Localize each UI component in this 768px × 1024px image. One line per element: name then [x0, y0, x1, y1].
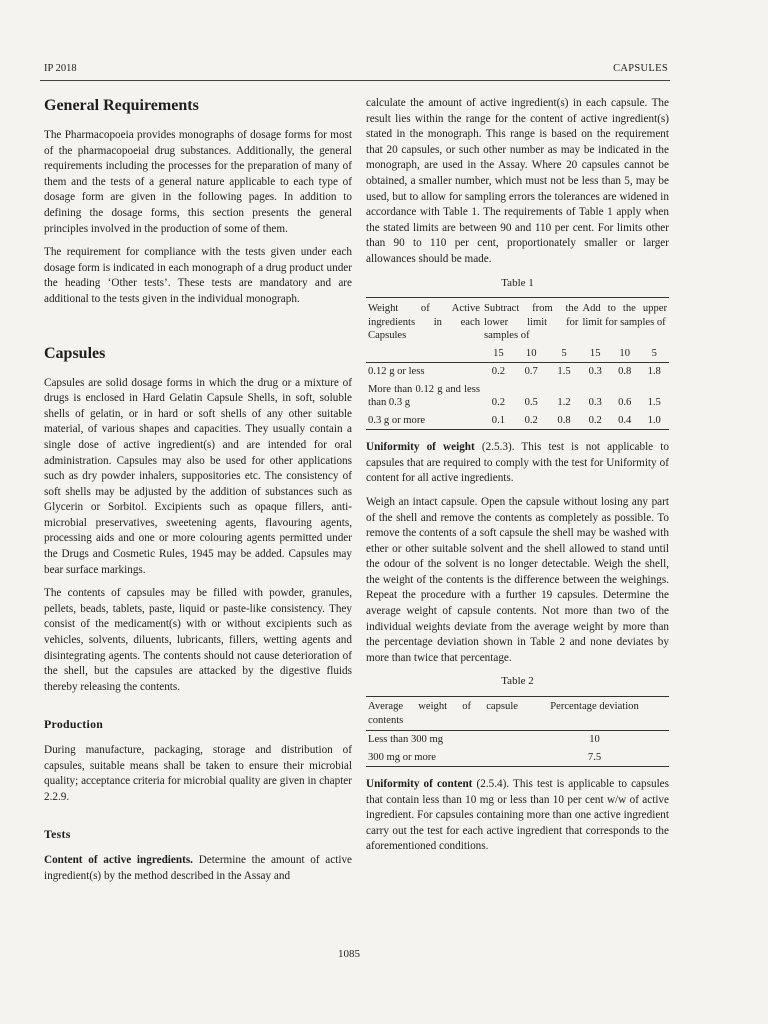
table2-cell: 7.5 [520, 749, 669, 767]
table1-row-label: More than 0.12 g and less than 0.3 g [368, 383, 480, 409]
spacer [44, 813, 352, 827]
page-number: 1085 [338, 948, 360, 960]
table1-sample-count: 15 [482, 345, 515, 363]
table1-cell: 0.1 [482, 412, 515, 430]
general-paragraph-2: The requirement for compliance with the tests given under each dosage form is indicated in each monograph of a drug product under the heading ‘Other tests’. These tests are mandatory and are additional to the tests given in the individual monograph. [44, 246, 352, 305]
general-requirements-heading: General Requirements [44, 97, 199, 114]
general-paragraph-1: The Pharmacopoeia provides monographs of dosage forms for most of the pharmacopoeial drug substances. Additionally, the general requirements including the processes for the preparation of many of them and the tests of a general nature applicable to each type of dosage form are given in the following pages. In addition to defining the dosage forms, this section presents the general principles involved in the production of some of them. [44, 129, 352, 235]
content-of-active-ingredients-paragraph [44, 853, 352, 884]
table1-cell: 1.5 [647, 397, 661, 409]
table1-cell: 0.7 [524, 366, 538, 378]
table2-cell: 10 [589, 734, 600, 746]
table1-cell: 0.2 [491, 397, 506, 409]
table-row [366, 412, 669, 430]
spacer [44, 703, 352, 717]
table-row [366, 749, 669, 767]
table1-cell: 0.8 [618, 366, 632, 378]
left-column [44, 96, 352, 892]
table1-cell: 1.8 [647, 366, 661, 378]
table1 [366, 297, 669, 430]
table1-cell: 0.8 [548, 412, 581, 430]
capsules-paragraph-2: The contents of capsules may be filled with powder, granules, pellets, beads, tablets, paste, liquid or paste-like consistency. They consist of the medicament(s) with or without excipients such as vehicles, solvents, diluents, lubricants, fillers, wetting agents and disintegrating agents. The contents should not cause deterioration of the shell, but the capsules are attacked by the digestive fluids thereby releasing the contents. [44, 587, 352, 693]
header-rule [40, 80, 670, 81]
table1-row-label: 0.3 g or more [366, 412, 482, 430]
table1-cell: 0.6 [618, 397, 632, 409]
table-row [366, 363, 669, 381]
table1-col-add: Add to the upper limit for samples of [580, 298, 669, 345]
spacer [44, 316, 352, 344]
table-row [366, 381, 669, 412]
assay-continuation-paragraph: calculate the amount of active ingredient(s) in each capsule. The result lies within the range for the content of active ingredient(s) stated in the monograph. This range is based on the requirement that 20 capsules, or such other number as may be indicated in the monograph, are used in the Assay. Where 20 capsules cannot be obtained, a smaller number, which must not be less than 5, may be used, but to allow for sampling errors the tolerances are widened in accordance with Table 1. The requirements of Table 1 apply when the stated limits are between 90 and 110 per cent. For limits other than 90 to 110 per cent, proportionately smaller or larger allowances should be made. [366, 97, 669, 265]
table1-cell: 0.2 [515, 412, 548, 430]
uniformity-of-weight-paragraph [366, 440, 669, 487]
uniformity-of-content-paragraph [366, 777, 669, 855]
table1-sample-count: 15 [580, 345, 610, 363]
table2-col-deviation: Percentage deviation [520, 697, 669, 731]
table1-cell: 0.5 [524, 397, 538, 409]
running-header-left: IP 2018 [44, 63, 77, 74]
table1-sample-count: 10 [610, 345, 640, 363]
capsules-paragraph-1: Capsules are solid dosage forms in which the drug or a mixture of drugs is enclosed in Hard Gelatin Capsule Shells, in soft, soluble shells of gelatin, or in hard or soft shells of any other suitable material, of various shapes and capacities. They usually contain a single dose of active ingredient(s) and are intended for oral administration. Capsules may also be used for other applications such as dry powder inhalers, suppositories etc. The consistency of soft shells may be adjusted by the addition of substances such as Glycerin or Sorbitol. Excipients such as opaque fillers, anti-microbial preservatives, sweetening agents, flavouring agents, processing aids and one or more colouring agents permitted under the Drugs and Cosmetic Rules, 1945 may be added. Capsules may bear surface markings. [44, 376, 352, 576]
capsules-heading: Capsules [44, 344, 106, 362]
uniformity-of-weight-title: Uniformity of weight [366, 441, 475, 454]
content-of-active-ingredients-text: Determine the amount of active ingredient(s) by the method described in the Assay and [44, 853, 353, 882]
table1-cell: 0.2 [580, 412, 610, 430]
table1-row-label: 0.12 g or less [368, 366, 425, 378]
table2-caption: Table 2 [501, 675, 534, 688]
table2-header-row [366, 697, 669, 731]
right-column [366, 96, 669, 863]
table2-row-label: Less than 300 mg [368, 734, 444, 746]
weigh-procedure-paragraph: Weigh an intact capsule. Open the capsule without losing any part of the shell and remove the contents as completely as possible. To remove the contents of a soft capsule the shell may be washed with ether or other suitable solvent and the shell allowed to stand until the odour of the solvent is no longer detectable. Weigh the shell, the weight of the contents is the difference between the weighings. Repeat the procedure with a further 19 capsules. Determine the average weight of capsule contents. Not more than two of the individual weights deviate from the average weight by more than the percentage deviation shown in Table 2 and none deviates by more than twice that percentage. [366, 495, 669, 664]
table1-caption: Table 1 [501, 276, 534, 289]
content-of-active-ingredients-title: Content of active ingredients. [44, 853, 193, 866]
table1-col-subtract: Subtract from the lower limit for samples of [482, 298, 580, 345]
table1-sample-count: 10 [515, 345, 548, 363]
uniformity-of-content-text: (2.5.4). This test is applicable to capsules that contain less than 10 mg or less than 10 per cent w/w of active ingredient. For capsules containing more than one active ingredient carry out the test for each active ingredient that corresponds to the aforementioned conditions. [366, 778, 669, 853]
table1-cell: 1.0 [639, 412, 669, 430]
uniformity-of-weight-text: (2.5.3). This test is not applicable to capsules that are required to comply with the test for Uniformity of content for all active ingredients. [366, 441, 669, 485]
table-row [366, 731, 669, 749]
table1-cell: 0.2 [491, 366, 506, 378]
table1-header-row [366, 298, 669, 345]
table1-cell: 0.3 [588, 397, 602, 409]
table1-sample-count: 5 [548, 345, 581, 363]
table1-col-weight: Weight of Active ingredients in each Capsules [366, 298, 482, 345]
table1-cell: 1.2 [557, 397, 571, 409]
table1-cell: 0.3 [588, 366, 602, 378]
spacer [366, 430, 669, 440]
table1-subheader-row [366, 345, 669, 363]
running-header-right: CAPSULES [613, 63, 668, 74]
production-paragraph: During manufacture, packaging, storage and distribution of capsules, suitable means shall be taken to ensure their microbial quality; acceptance criteria for microbial quality are given in chapter 2.2.9. [44, 744, 352, 803]
production-heading: Production [44, 717, 104, 732]
tests-heading: Tests [44, 827, 71, 842]
table2 [366, 696, 669, 767]
table2-col-weight: Average weight of capsule contents [366, 697, 520, 731]
table2-row-label: 300 mg or more [366, 749, 520, 767]
table1-sample-count: 5 [639, 345, 669, 363]
spacer [366, 767, 669, 777]
uniformity-of-content-title: Uniformity of content [366, 778, 473, 791]
table1-cell: 1.5 [557, 366, 571, 378]
table1-cell: 0.4 [610, 412, 640, 430]
